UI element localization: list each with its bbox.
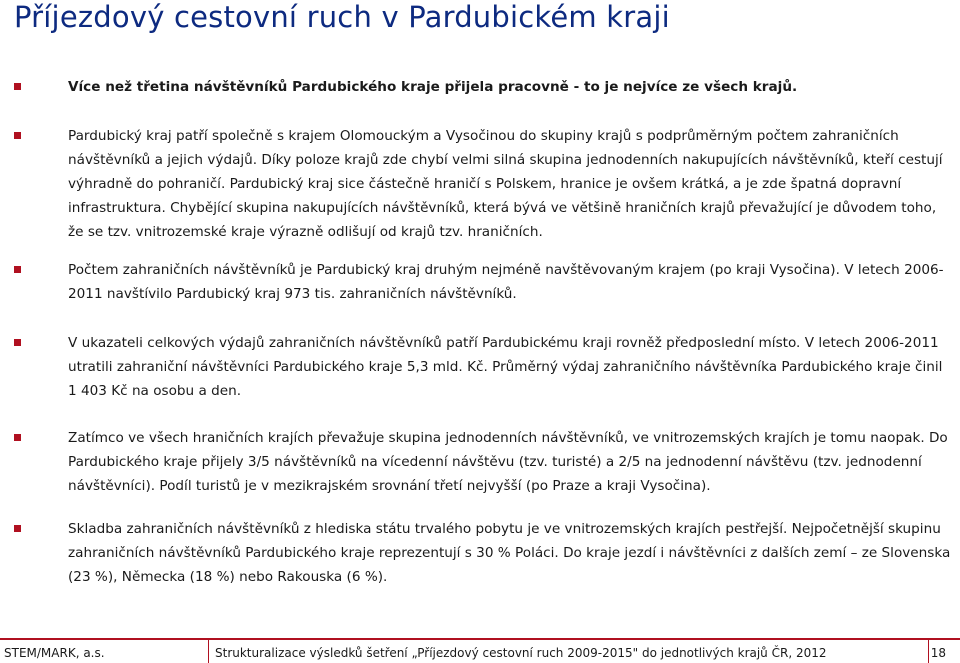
square-bullet-icon xyxy=(14,266,21,273)
square-bullet-icon xyxy=(14,339,21,346)
square-bullet-icon xyxy=(14,434,21,441)
bullet-text: Skladba zahraničních návštěvníků z hlediska státu trvalého pobytu je ve vnitrozemských krajích pestřejší. Nejpočetnější skupinu zahraničních návštěvníků Pardubického kraje reprezentují s 30 % Poláci. Do kraje jezdí i návštěvníci z dalších zemí – ze Slovenska (23 %), Německa (18 %) nebo Rakouska (6 %). xyxy=(68,521,951,585)
page-number: 18 xyxy=(930,646,946,660)
bullet-text: Zatímco ve všech hraničních krajích převažuje skupina jednodenních návštěvníků, ve vnitrozemských krajích je tomu naopak. Do Pardubického kraje přijely 3/5 návštěvníků na vícedenní návštěvu (tzv. turisté) a 2/5 na jednodenní návštěvu (tzv. jednodenní návštěvníci). Podíl turistů je v mezikrajském srovnání třetí nejvyšší (po Praze a kraji Vysočina). xyxy=(68,430,948,494)
bullet-text: V ukazateli celkových výdajů zahraničních návštěvníků patří Pardubickému kraji rovněž předposlední místo. V letech 2006-2011 utratili zahraniční návštěvníci Pardubického kraje 5,3 mld. Kč. Průměrný výdaj zahraničního návštěvníka Pardubického kraje činil 1 403 Kč na osobu a den. xyxy=(68,335,943,399)
page-title: Příjezdový cestovní ruch v Pardubickém kraji xyxy=(14,0,670,34)
footer-separator xyxy=(928,640,929,663)
bullet-item-1 xyxy=(68,75,953,99)
footer-report-title: Strukturalizace výsledků šetření „Příjezdový cestovní ruch 2009-2015" do jednotlivých krajů ČR, 2012 xyxy=(215,646,827,660)
footer-separator xyxy=(208,640,209,663)
bullet-item-5 xyxy=(68,426,953,498)
bullet-item-6 xyxy=(68,517,953,589)
bullet-text: Pardubický kraj patří společně s krajem Olomouckým a Vysočinou do skupiny krajů s podprůměrným počtem zahraničních návštěvníků a jejich výdajů. Díky poloze krajů zde chybí velmi silná skupina jednodenních nakupujících návštěvníků, kteří cestují výhradně do pohraničí. Pardubický kraj sice částečně hraničí s Polskem, hranice je ovšem krátká, a je zde špatná dopravní infrastruktura. Chybějící skupina nakupujících návštěvníků, která bývá ve většině hraničních krajů převažující je důvodem toho, že se tzv. vnitrozemské kraje výrazně odlišují od krajů tzv. hraničních. xyxy=(68,128,943,240)
bullet-item-4 xyxy=(68,331,953,403)
bullet-item-2 xyxy=(68,124,953,244)
square-bullet-icon xyxy=(14,132,21,139)
bullet-text: Počtem zahraničních návštěvníků je Pardubický kraj druhým nejméně navštěvovaným krajem (po kraji Vysočina). V letech 2006-2011 navštívilo Pardubický kraj 973 tis. zahraničních návštěvníků. xyxy=(68,262,944,302)
bullet-text: Více než třetina návštěvníků Pardubického kraje přijela pracovně - to je nejvíce ze všech krajů. xyxy=(68,79,798,95)
square-bullet-icon xyxy=(14,83,21,90)
bullet-item-3 xyxy=(68,258,953,306)
footer-divider xyxy=(0,638,960,640)
square-bullet-icon xyxy=(14,525,21,532)
footer-company: STEM/MARK, a.s. xyxy=(4,646,105,660)
